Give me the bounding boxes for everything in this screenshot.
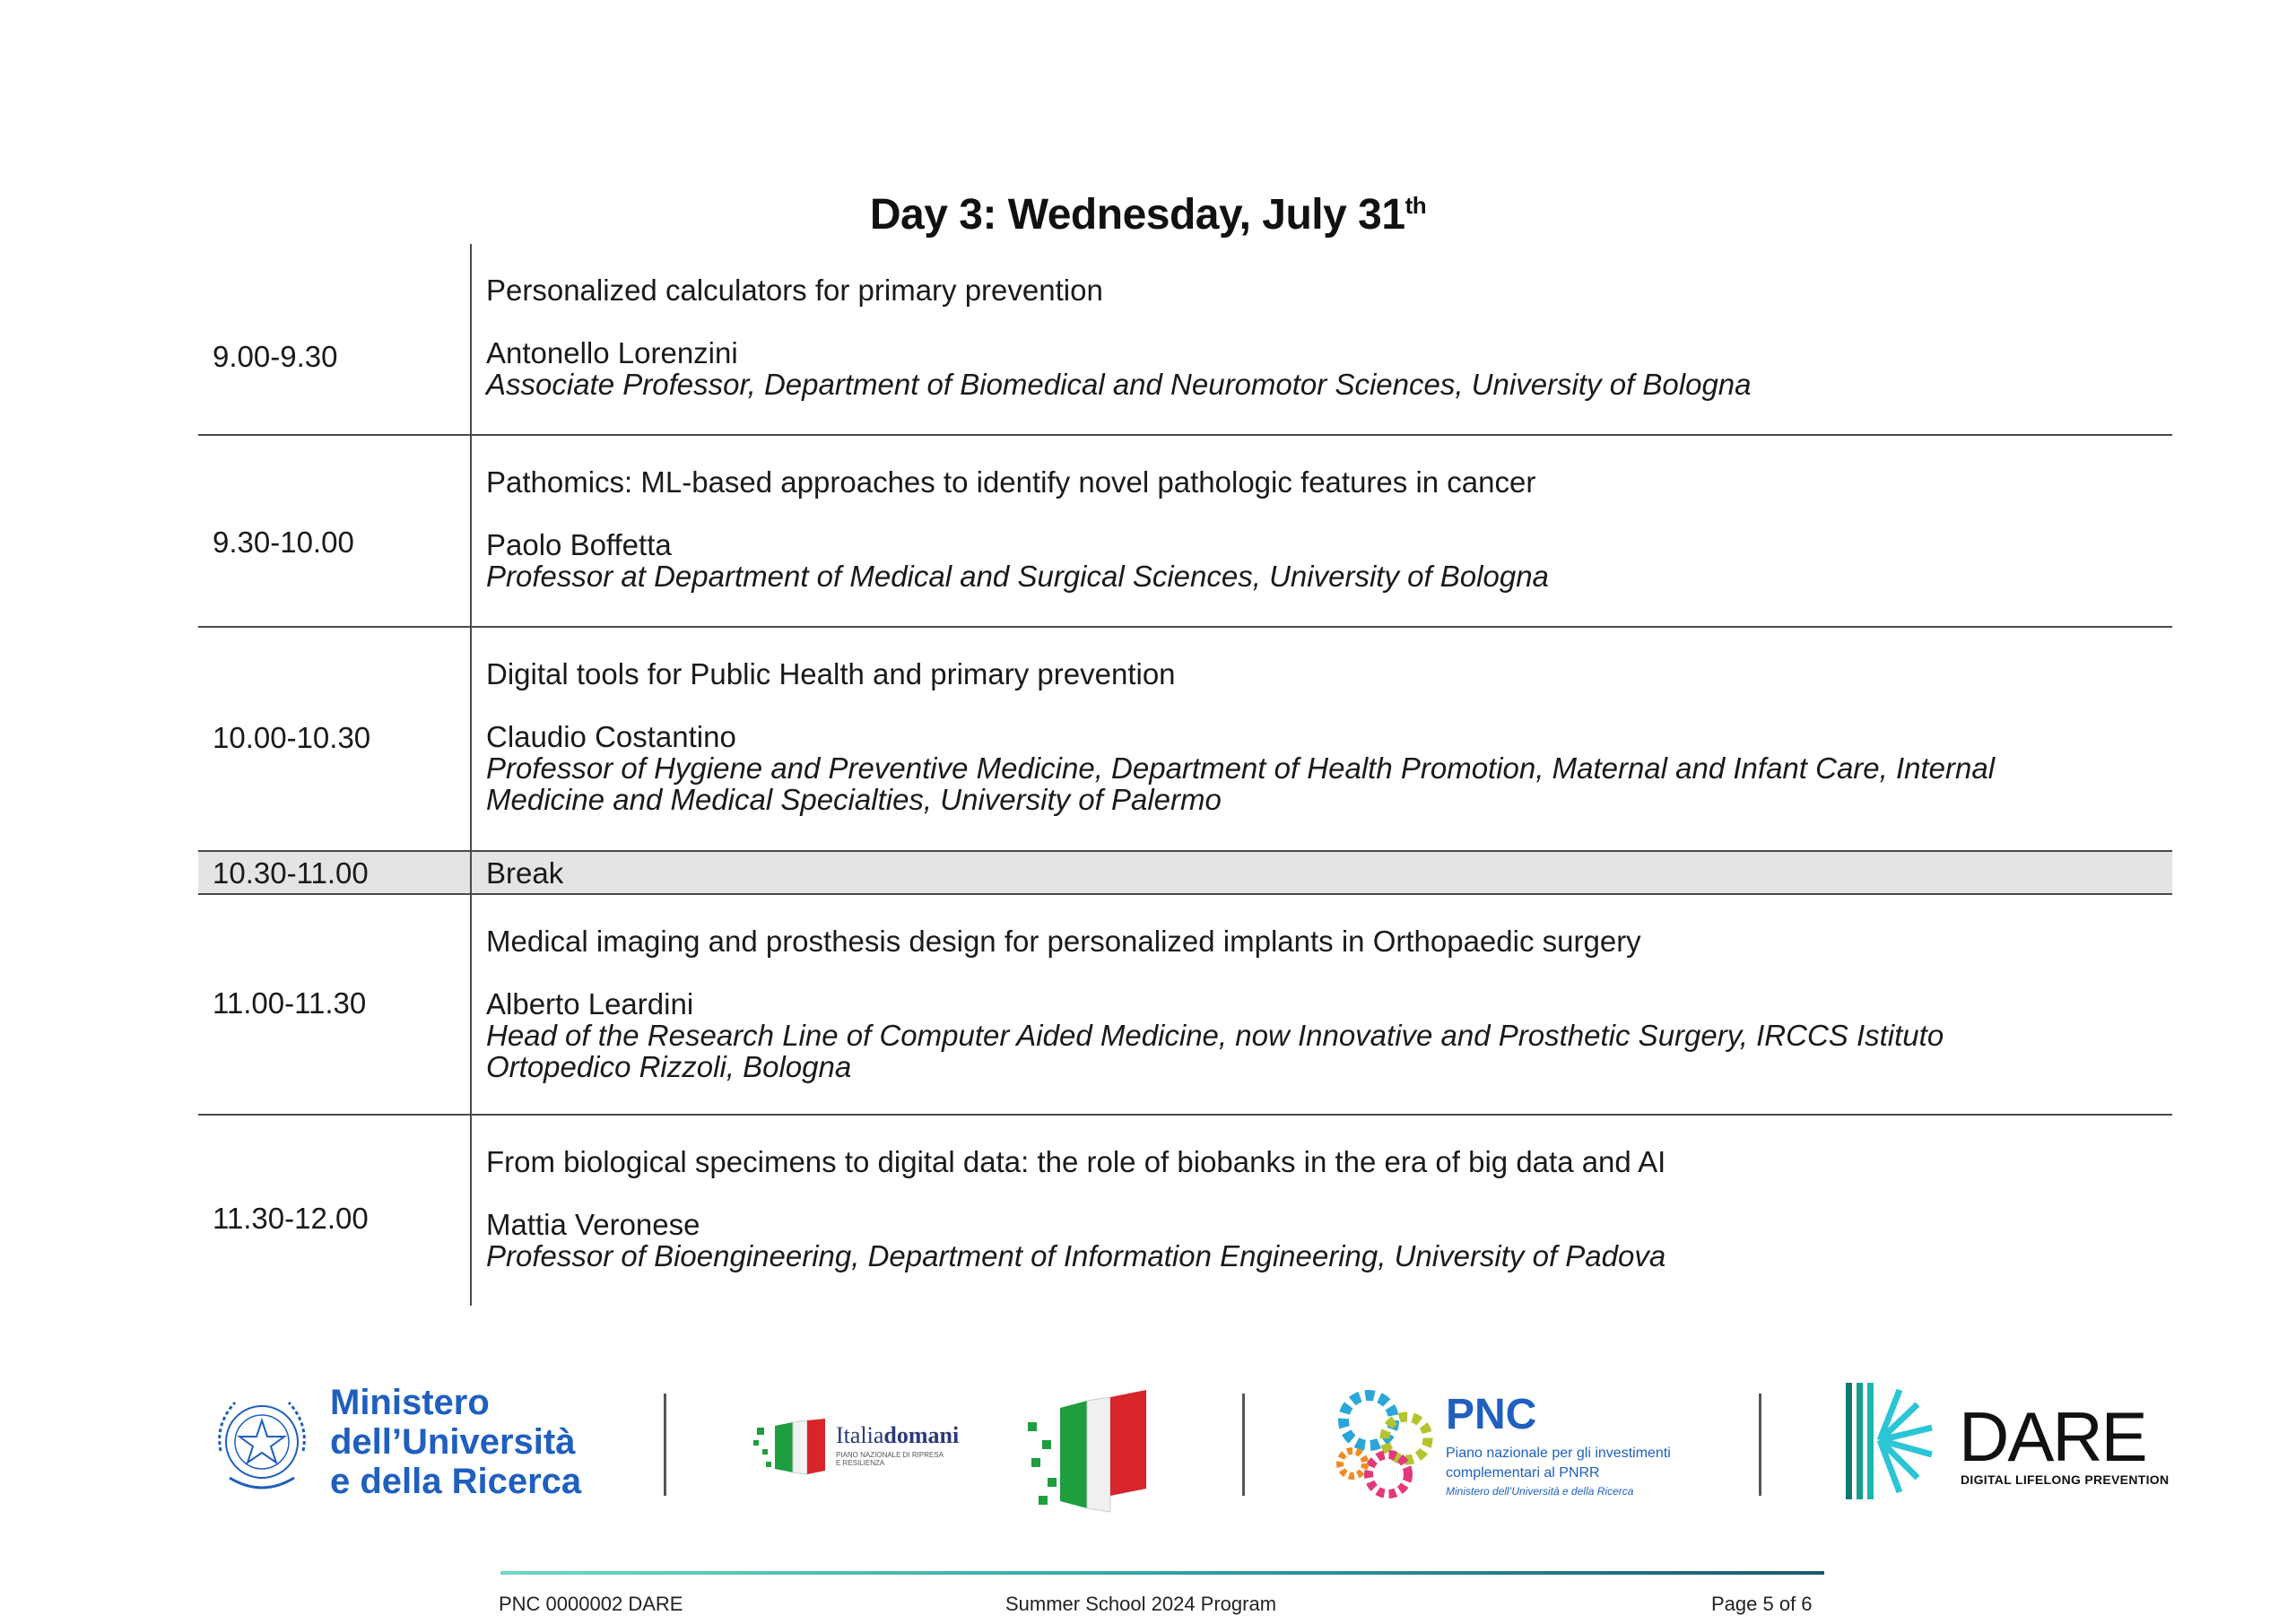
session-topic: Medical imaging and prosthesis design for personalized implants in Orthopaedic surgery [486, 925, 1641, 958]
column-divider [470, 628, 472, 850]
session-content [486, 658, 2083, 815]
mur-logo-text: Ministero dell’Università e della Ricerca [330, 1383, 582, 1501]
time-slot: 11.00-11.30 [213, 986, 367, 1020]
session-topic: Personalized calculators for primary prevention [486, 274, 1103, 307]
column-divider [470, 436, 472, 626]
schedule-table [198, 244, 2172, 1306]
break-row [198, 850, 2172, 895]
dare-logo-icon [1846, 1377, 1939, 1505]
speaker-affiliation: Professor of Hygiene and Preventive Medicine, Department of Health Promotion, Maternal and Infant Care, Internal Medicine and Medical Specialties, University of Palermo [486, 751, 1996, 816]
dare-logo-title: DARE [1959, 1397, 2146, 1476]
time-slot: 10.30-11.00 [213, 856, 369, 890]
table-row [198, 244, 2172, 436]
gears-icon [1329, 1381, 1440, 1503]
italia-domani-logo-text: Italiadomani [836, 1422, 960, 1448]
footer-document-title: Summer School 2024 Program [1005, 1593, 1277, 1615]
time-slot: 9.00-9.30 [213, 340, 338, 373]
speaker-affiliation: Associate Professor, Department of Biomedical and Neuromotor Sciences, University of Bologna [486, 368, 1752, 401]
italian-emblem-icon [212, 1388, 312, 1499]
session-content [486, 1146, 2083, 1272]
table-row [198, 1116, 2172, 1306]
session-topic: Pathomics: ML-based approaches to identify novel pathologic features in cancer [486, 465, 1536, 499]
logo-divider [1242, 1394, 1245, 1496]
speaker-name: Mattia Veronese [486, 1208, 700, 1241]
logo-divider [664, 1394, 666, 1496]
italia-flag-icon [1028, 1390, 1152, 1514]
page-title: Day 3: Wednesday, July 31th [869, 191, 1427, 239]
session-topic: From biological specimens to digital data: the role of biobanks in the era of big data and AI [486, 1145, 1666, 1178]
speaker-affiliation: Professor of Bioengineering, Department of Information Engineering, University of Padova [486, 1239, 1666, 1272]
speaker-name: Alberto Leardini [486, 987, 694, 1020]
logo-divider [1759, 1394, 1761, 1496]
session-content [486, 466, 2083, 592]
speaker-name: Claudio Costantino [486, 720, 736, 753]
session-topic: Digital tools for Public Health and primary prevention [486, 657, 1176, 690]
footer-divider [500, 1571, 1824, 1575]
italia-domani-flag-icon [753, 1419, 832, 1476]
column-divider [470, 852, 472, 893]
session-content: Break [486, 856, 564, 890]
table-row [198, 628, 2172, 850]
footer-page-number: Page 5 of 6 [1711, 1593, 1813, 1615]
table-row [198, 895, 2172, 1116]
speaker-name: Antonello Lorenzini [486, 336, 738, 369]
pnc-logo-title: PNC [1446, 1391, 1537, 1438]
time-slot: 11.30-12.00 [213, 1202, 369, 1235]
speaker-affiliation: Head of the Research Line of Computer Aided Medicine, now Innovative and Prosthetic Surgery, IRCCS Istituto Ortopedico Rizzoli, Bologna [486, 1019, 1944, 1083]
column-divider [470, 244, 472, 434]
footer-project-code: PNC 0000002 DARE [499, 1593, 683, 1615]
session-content [486, 274, 2083, 400]
time-slot: 9.30-10.00 [213, 525, 354, 559]
column-divider [470, 895, 472, 1114]
session-content [486, 925, 2083, 1082]
speaker-name: Paolo Boffetta [486, 528, 672, 561]
italia-domani-subtitle: PIANO NAZIONALE DI RIPRESA E RESILIENZA [836, 1451, 944, 1467]
pnc-logo-subtitle: Piano nazionale per gli investimenti complementari al PNRR [1446, 1446, 1671, 1481]
speaker-affiliation: Professor at Department of Medical and Surgical Sciences, University of Bologna [486, 560, 1549, 593]
time-slot: 10.00-10.30 [213, 721, 371, 754]
pnc-logo-ministry: Ministero dell’Università e della Ricerca [1446, 1485, 1634, 1498]
dare-logo-subtitle: DIGITAL LIFELONG PREVENTION [1961, 1472, 2170, 1487]
sponsor-logos [0, 1363, 2296, 1507]
table-row [198, 436, 2172, 628]
column-divider [470, 1116, 472, 1306]
